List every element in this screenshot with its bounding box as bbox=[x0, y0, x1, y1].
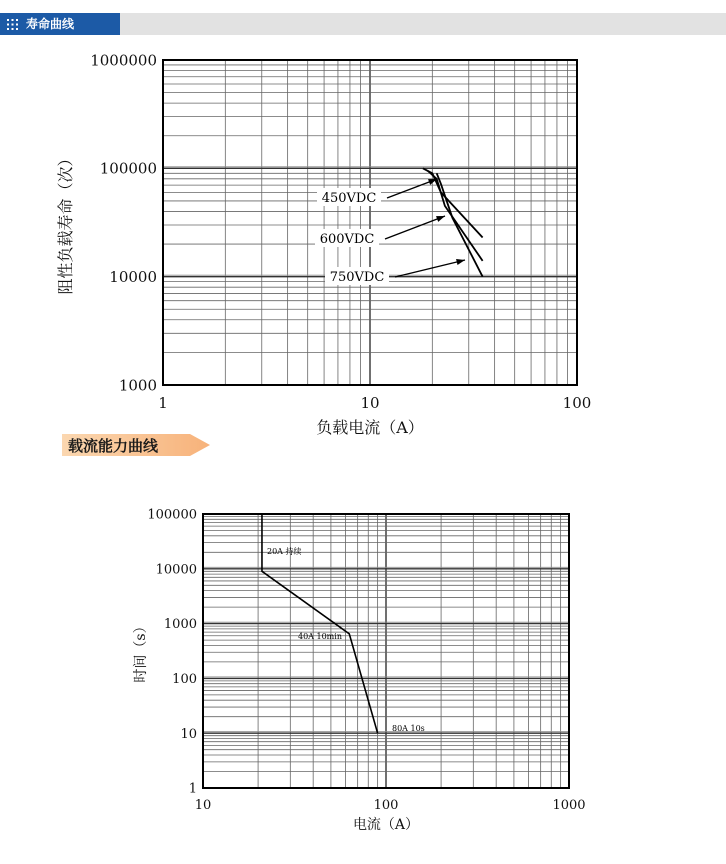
capacity-annotation: 80A 10s bbox=[392, 724, 425, 733]
grid-icon bbox=[7, 19, 18, 30]
annotation-arrow bbox=[395, 260, 465, 277]
y-tick-label: 1 bbox=[188, 781, 197, 797]
x-tick-label: 10 bbox=[194, 798, 212, 813]
grid bbox=[203, 514, 569, 788]
current-capacity-chart bbox=[0, 500, 726, 850]
y-tick-label: 100000 bbox=[147, 507, 197, 523]
section-title: 寿命曲线 bbox=[26, 17, 75, 31]
annotation-arrow bbox=[385, 216, 445, 239]
series-annotation: 750VDC bbox=[329, 270, 385, 285]
section-header bbox=[0, 13, 726, 35]
y-tick-label: 10000 bbox=[109, 267, 157, 286]
y-tick-label: 100 bbox=[172, 671, 197, 687]
capacity-annotation: 20A 持续 bbox=[267, 547, 302, 556]
series-annotation: 600VDC bbox=[319, 232, 375, 247]
y-axis-label: 阻性负载寿命（次） bbox=[56, 150, 75, 295]
y-tick-label: 1000 bbox=[163, 617, 197, 633]
x-tick-label: 100 bbox=[373, 798, 399, 813]
series-annotation: 450VDC bbox=[321, 191, 377, 206]
x-tick-label: 10 bbox=[360, 394, 380, 412]
y-tick-label: 10000 bbox=[155, 562, 197, 578]
y-axis-label: 时间（s） bbox=[133, 619, 149, 683]
x-tick-label: 1000 bbox=[552, 798, 586, 813]
y-tick-label: 1000000 bbox=[90, 51, 157, 70]
grid bbox=[163, 60, 577, 385]
x-axis-label: 电流（A） bbox=[352, 817, 420, 833]
arrow-head-icon bbox=[436, 216, 445, 222]
y-tick-label: 10 bbox=[180, 726, 197, 742]
y-tick-label: 100000 bbox=[99, 159, 157, 178]
capacity-annotation: 40A 10min bbox=[298, 632, 342, 641]
x-tick-label: 100 bbox=[562, 394, 592, 412]
section-tab bbox=[0, 13, 120, 35]
life-curve-chart bbox=[0, 40, 726, 440]
capacity-heading-label: 载流能力曲线 bbox=[68, 437, 159, 455]
arrow-head-icon bbox=[456, 259, 465, 265]
x-tick-label: 1 bbox=[158, 394, 168, 412]
series-line-600vdc bbox=[428, 171, 483, 261]
x-axis-label: 负载电流（A） bbox=[316, 418, 424, 437]
y-tick-label: 1000 bbox=[118, 376, 157, 395]
